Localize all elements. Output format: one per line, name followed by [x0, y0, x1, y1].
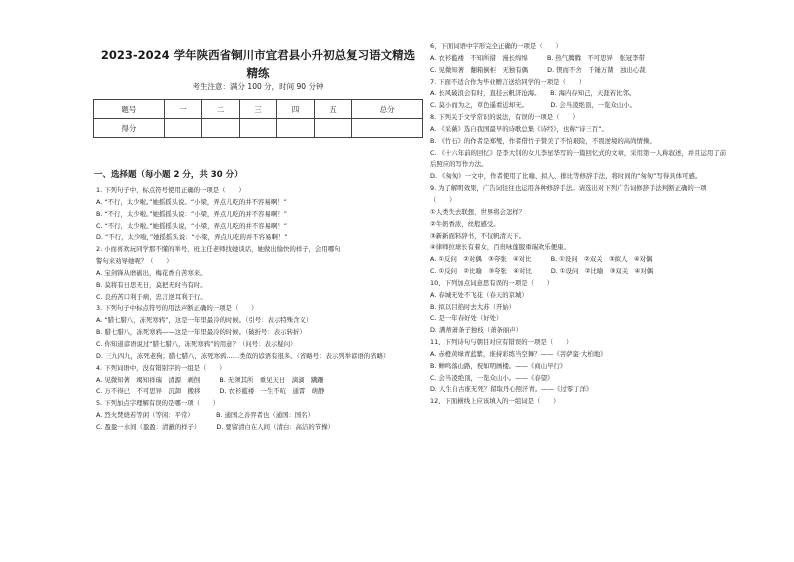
question-line: 警句来劝导她呢？（ ） [96, 257, 173, 266]
question-line: B. 蝉鸣落山路，祝如明画楼。——《商山早行》 [430, 361, 567, 370]
exam-notice: 考生注意：满分 100 分，时间 90 分钟 [192, 82, 324, 91]
score-header-cell: 四 [277, 100, 315, 119]
score-table [93, 99, 423, 138]
question-line: （ ） [430, 195, 456, 204]
question-line: A. 春城无处不飞花（春天的京城） [430, 290, 528, 299]
question-line: 7. 下面不适合作为毕业赠言送给同学的一项是（ ） [430, 77, 586, 86]
question-line: D. 三九四九，冻死老狗；腊七腊八，冻死寒鸦……类似的谚语有很多。（省略号：表示列举谚语的省略） [96, 351, 390, 360]
question-line: 8. 下列关于文学常识的说法，有误的一项是（ ） [430, 113, 579, 122]
question-line: ②牛奶香浓，丝般感受。 [430, 219, 500, 228]
question-line: B. 拟以目掐时去大苏（开始） [430, 302, 516, 311]
question-line: C. 万不得已 不可思异 沉卸 搬移 D. 衣衫褴褛 一生不吭 通霄 萌静 [96, 387, 325, 396]
score-cell[interactable] [277, 119, 315, 138]
question-line: A. “腊七腊八，冻死寒鸦”，这是一年里最冷的时候。（引号：表示特殊含义） [96, 316, 313, 325]
score-cell[interactable] [239, 119, 277, 138]
title-line: 精练 [246, 66, 270, 80]
question-line: 11、下列诗句与朝目对应有错误的一项是（ ） [430, 338, 573, 347]
score-header-cell: 一 [164, 100, 202, 119]
question-line: A. “不行，太少啦。”她摇摇头说。“小梁，弄点儿吃的并不容易啊！” [96, 197, 287, 206]
score-header-cell: 题号 [94, 100, 165, 119]
score-row-label: 得分 [94, 119, 165, 138]
question-line: D. 《匆匆》一文中，作者使用了比喻、拟人、排比等修辞手法，将时间的“匆匆”写得具体可感。 [430, 172, 702, 181]
score-header-cell: 三 [239, 100, 277, 119]
question-line: 1. 下列句子中，标点符号使用正确的一项是（ ） [96, 186, 245, 194]
question-line: 3. 下列句子中标点符号的用法声断正确的一项是（ ） [96, 304, 258, 313]
question-line: D. 满蒂萧条子独枝（萧条丽声） [430, 326, 523, 335]
question-line: C. 盈盈一水间（盈盈：清澈的样子） D. 要留清白在人间（清白：高洁的节操） [96, 422, 334, 431]
score-header-cell: 总分 [352, 100, 423, 119]
question-line: 2. 小而喜欢玩同学那不懂的举号，班主任老师找她谈话，她做出愉快的样子，会用哪句 [96, 245, 341, 254]
question-line: B. 莫将有日思无日，莫把无时当有时。 [96, 280, 207, 289]
score-table-header-row [94, 100, 423, 119]
question-line: D. 人生自古谁无死？留取丹心照汗青。——《过零丁洋》 [430, 385, 593, 394]
score-table-score-row [94, 119, 423, 138]
question-line: A. 宝剑锋从磨砺出，梅花香自苦寒来。 [96, 268, 207, 277]
question-line: A. 长风破浪会有时，直挂云帆济沧海。 B. 海内存知己，天涯若比邻。 [430, 89, 636, 98]
question-line: A. 《采薇》选自我国最早的诗歌总集《诗经》，也称“诗三百”。 [430, 124, 608, 133]
question-line: ④律师拉球长有着女，百贵咏莲服重瑞欢乐便康。 [430, 243, 570, 252]
question-line: ③新新面料辞书，不仅帆清天下。 [430, 231, 526, 240]
score-header-cell: 二 [202, 100, 240, 119]
question-line: A. 烈火焚烧若等闲（等闲：平常） B. 通国之善弈者也（通国：国名） [96, 411, 315, 420]
question-line: 5. 下列加点字理解有误的是哪一项（ ） [96, 399, 220, 408]
question-line: C. 莫小而为之，草色遥看近却无。 D. 会当凌绝顶，一览众山小。 [430, 101, 637, 110]
right-question-list [430, 41, 762, 408]
question-line: C. 见微知著 翻箱倒柜 无独有偶 D. 锲而不舍 千锤万凿 浊出心裁 [430, 65, 646, 74]
question-line: D. “不行，太少啦，”她摇摇头说：“小梁，弄点儿吃的并不容易啊！” [96, 233, 288, 242]
question-line: 12、下面横线上应该填入的一组词是（ ） [430, 397, 560, 406]
question-line: 后照应的写作方法。 [430, 160, 488, 169]
question-line: C. 会当凌绝顶，一览众山小。——《春望》 [430, 373, 554, 382]
score-cell[interactable] [202, 119, 240, 138]
score-header-cell: 五 [314, 100, 352, 119]
question-line: C. “不行，太少啦。”她摇摇头说，“小梁，弄点儿吃的并不容易啊！” [96, 221, 288, 230]
question-line: C. 是一年春好处（好处） [430, 314, 503, 323]
question-line: ①人类失去联想，世界将会怎样？ [430, 207, 526, 216]
question-line: A. 见微知著 竭知祥瑞 清源 剥削 B. 无须其所 重见天日 滴滴 蹒跚 [96, 375, 324, 384]
score-cell[interactable] [164, 119, 202, 138]
question-line: C. 良药苦口利于病，忠言逆耳利于行。 [96, 292, 207, 301]
question-line: C. ①反问 ②比喻 ③夸张 ④对比 D. ①设问 ②比喻 ③双关 ④对偶 [430, 267, 654, 276]
question-line: 9. 为了解明效果，广告词往往也运用各种修辞手法。请选出对下列广告词修辞手法判断正确的一项 [430, 184, 707, 193]
page-title [88, 46, 428, 82]
question-line: 4. 下列词语中，没有错别字的一组是（ ） [96, 363, 226, 372]
question-line: 10、下列加点词意思有误的一项是（ ） [430, 278, 554, 287]
question-line: C. 你知道谚语说过“腊七腊八，冻死寒鸦”的用意？（问号：表示疑问） [96, 339, 297, 348]
question-line: B. 腊七腊八，冻死寒鸦——这是一年里最冷的时候。（破折号：表示转折） [96, 328, 306, 337]
question-line: B. “不行，太少啦。”她摇摇头说：“小梁，弄点儿吃的并不容易啊！” [96, 209, 288, 218]
question-line: C. 《十六年前的回忆》是李大钊的女儿李星华写的一篇回忆式的文章，采用第一人称叙述，并且运用了前 [430, 148, 727, 157]
question-line: A. 赤橙黄绿青蓝紫，谁持彩练当空舞？——《菩萨蛮·大柏地》 [430, 349, 607, 358]
score-cell[interactable] [314, 119, 352, 138]
question-line: 6、下面词语中字形完全正确的一项是（ ） [430, 42, 562, 50]
question-line: B. 《竹石》的作者是郑燮，作者借竹子赞美了不怕艰险，不畏逆境的高尚情操。 [430, 136, 656, 145]
question-line: A. 衣衫褴褛 不知所措 漫长绵绵 B. 热气腾腾 不可思异 张冠李带 [430, 53, 645, 62]
section-heading: 一、选择题（每小题 2 分，共 30 分） [94, 170, 243, 180]
left-question-list [96, 185, 428, 434]
title-line: 2023-2024 学年陕西省铜川市宜君县小升初总复习语文精选 [100, 48, 416, 62]
question-line: A. ①反问 ②对偶 ③夸张 ④对比 B. ①设问 ②双关 ③拟人 ④对偶 [430, 255, 653, 264]
score-cell[interactable] [352, 119, 423, 138]
